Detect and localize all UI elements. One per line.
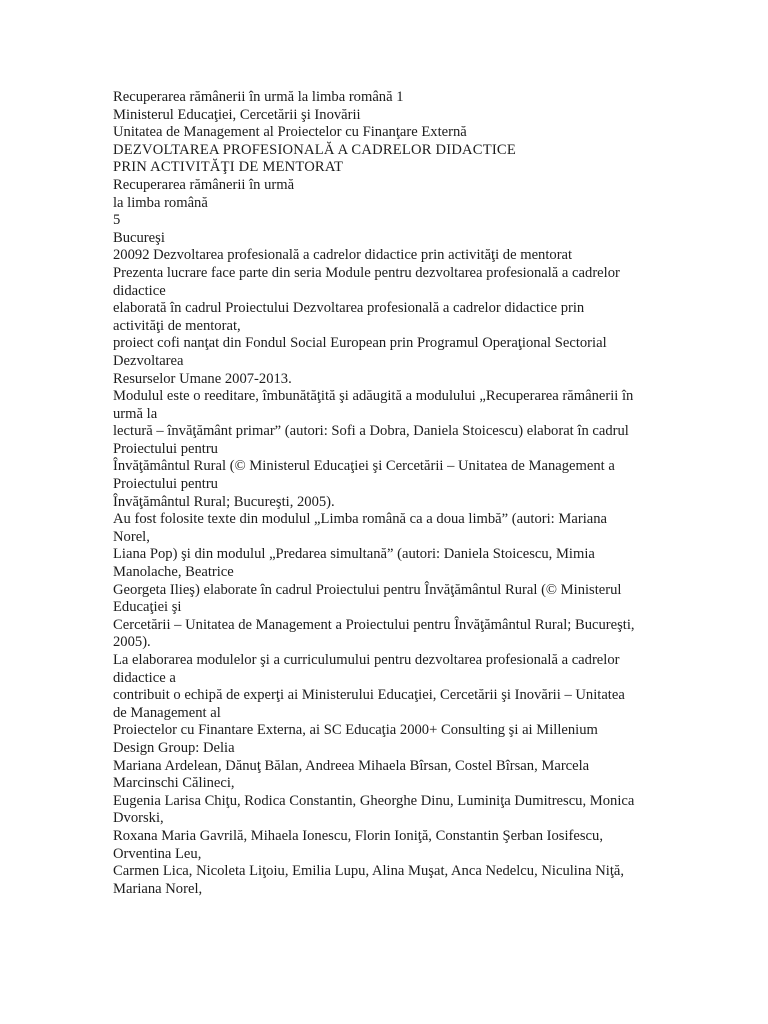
body-line: contribuit o echipă de experţi ai Ministerului Educaţiei, Cercetării şi Inovării – Unitatea xyxy=(113,687,625,704)
body-line: Roxana Maria Gavrilă, Mihaela Ionescu, Florin Ioniţă, Constantin Şerban Iosifescu, xyxy=(113,827,603,844)
body-line: Norel, xyxy=(113,528,150,545)
body-line: Educaţiei şi xyxy=(113,599,182,616)
body-line: Modulul este o reeditare, îmbunătăţită şi adăugită a modulului „Recuperarea rămânerii în xyxy=(113,388,634,405)
document-page xyxy=(113,89,658,898)
body-line: Resurselor Umane 2007-2013. xyxy=(113,370,292,387)
body-line: Dezvoltarea xyxy=(113,352,184,369)
body-line: Manolache, Beatrice xyxy=(113,564,234,581)
body-line: Orventina Leu, xyxy=(113,845,202,862)
module-number: 5 xyxy=(113,212,121,229)
main-title-line-2: PRIN ACTIVITĂŢI DE MENTORAT xyxy=(113,159,344,176)
ministry-line: Ministerul Educaţiei, Cercetării şi Inovării xyxy=(113,106,361,123)
body-line: Georgeta Ilieş) elaborate în cadrul Proiectului pentru Învăţământul Rural (© Ministerul xyxy=(113,581,622,598)
body-line: Dvorski, xyxy=(113,810,164,827)
body-line: La elaborarea modulelor şi a curriculumului pentru dezvoltarea profesională a cadrelor xyxy=(113,652,620,668)
body-line: Prezenta lucrare face parte din seria Module pentru dezvoltarea profesională a cadrelor xyxy=(113,264,620,281)
city-line: Bucureşi xyxy=(113,229,165,246)
body-line: Cercetării – Unitatea de Management a Proiectului pentru Învăţământul Rural; Bucureşti, xyxy=(113,616,635,633)
body-line: elaborată în cadrul Proiectului Dezvoltarea profesională a cadrelor didactice prin xyxy=(113,300,585,317)
body-line: de Management al xyxy=(113,704,221,721)
body-line: Carmen Lica, Nicoleta Liţoiu, Emilia Lupu, Alina Muşat, Anca Nedelcu, Niculina Niţă, xyxy=(113,863,625,880)
body-line: 20092 Dezvoltarea profesională a cadrelor didactice prin activităţi de mentorat xyxy=(113,247,573,264)
subtitle-line-2: la limba română xyxy=(113,194,208,211)
body-line: Proiectelor cu Finantare Externa, ai SC Educaţia 2000+ Consulting şi ai Millenium xyxy=(113,722,598,739)
body-line: Învăţământul Rural (© Ministerul Educaţiei şi Cercetării – Unitatea de Management a xyxy=(113,458,615,475)
body-line: proiect cofi nanţat din Fondul Social European prin Programul Operaţional Sectorial xyxy=(113,335,607,352)
body-line: Eugenia Larisa Chiţu, Rodica Constantin, Gheorghe Dinu, Luminiţa Dumitrescu, Monica xyxy=(113,792,635,809)
subtitle-line-1: Recuperarea rămânerii în urmă xyxy=(113,176,295,193)
body-line: activităţi de mentorat, xyxy=(113,317,241,334)
body-line: Design Group: Delia xyxy=(113,739,235,756)
body-line: didactice xyxy=(113,282,166,299)
body-line: Marcinschi Călineci, xyxy=(113,775,235,792)
body-line: Au fost folosite texte din modulul „Limba română ca a doua limbă” (autori: Mariana xyxy=(113,511,608,528)
unit-line: Unitatea de Management al Proiectelor cu Finanţare Externă xyxy=(113,124,467,141)
body-line: 2005). xyxy=(113,634,151,651)
body-line: Învăţământul Rural; Bucureşti, 2005). xyxy=(113,493,335,510)
body-line: Proiectului pentru xyxy=(113,476,218,493)
body-line: urmă la xyxy=(113,405,158,422)
body-line: Mariana Ardelean, Dănuţ Bălan, Andreea Mihaela Bîrsan, Costel Bîrsan, Marcela xyxy=(113,757,590,774)
body-line: Liana Pop) şi din modulul „Predarea simultană” (autori: Daniela Stoicescu, Mimia xyxy=(113,546,595,563)
body-line: lectură – învăţământ primar” (autori: Sofi a Dobra, Daniela Stoicescu) elaborat în cadrul xyxy=(113,423,629,440)
main-title-line-1: DEZVOLTAREA PROFESIONALĂ A CADRELOR DIDACTICE xyxy=(113,141,516,158)
body-line: Proiectului pentru xyxy=(113,440,218,457)
body-line: didactice a xyxy=(113,669,176,686)
header-title-line: Recuperarea rămânerii în urmă la limba română 1 xyxy=(113,89,404,105)
body-line: Mariana Norel, xyxy=(113,880,203,897)
